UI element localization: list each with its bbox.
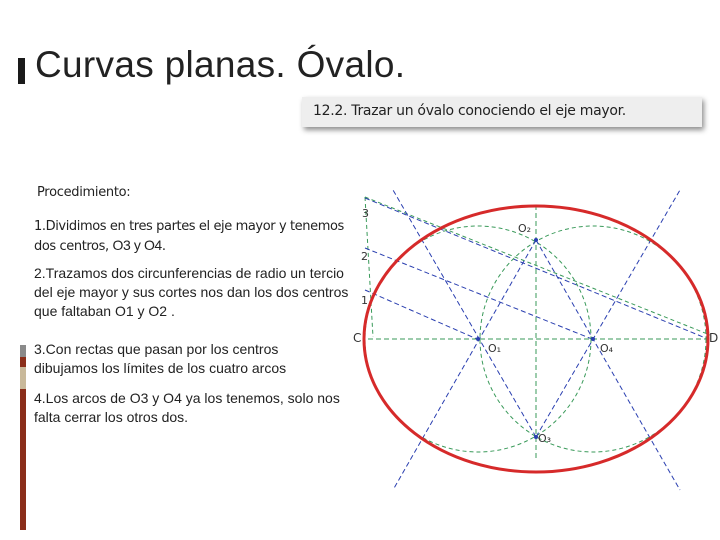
tick-label-2: 2 — [361, 250, 368, 263]
center-point — [591, 337, 595, 341]
procedure-step-3: 3.Con rectas que pasan por los centros dibujamos los límites de los cuatro arcos — [34, 341, 287, 376]
label-o1: O₁ — [488, 342, 502, 355]
label-o2: O₂ — [518, 222, 532, 235]
step1-text-b: dos centros, — [34, 239, 113, 254]
step1-end: . — [161, 239, 166, 254]
label-o4: O₄ — [600, 342, 614, 355]
page-subtitle: 12.2. Trazar un óvalo conociendo el eje mayor. — [313, 103, 626, 119]
procedure-step-2: 2.Trazamos dos circunferencias de radio un tercio del eje mayor y sus cortes nos dan los dos centros que faltaban O1 y O2 . — [34, 265, 349, 319]
tick-label-1: 1 — [361, 294, 368, 307]
tick-label-3: 3 — [362, 207, 369, 220]
procedure-step-4: 4.Los arcos de O3 y O4 ya los tenemos, solo nos falta cerrar los otros dos. — [34, 390, 340, 425]
step1-o3: O3 — [112, 237, 131, 253]
ray-line — [536, 240, 680, 490]
division-line-1 — [365, 290, 477, 339]
label-o3: O₃ — [538, 432, 552, 445]
step1-y: y — [130, 237, 144, 253]
tick-line-3-construction — [365, 197, 710, 335]
step1-text-a: 1.Dividimos en tres partes el eje mayor y tenemos — [34, 219, 344, 234]
procedure-heading: Procedimiento: — [37, 185, 131, 200]
label-c: C — [353, 331, 362, 345]
step1-o4: O4 — [143, 237, 162, 253]
ray-line — [393, 240, 536, 490]
center-point — [476, 337, 480, 341]
label-d: D — [709, 331, 719, 345]
division-line-2 — [365, 248, 592, 339]
page-title: Curvas planas. Óvalo. — [35, 44, 406, 85]
center-point — [534, 238, 538, 242]
